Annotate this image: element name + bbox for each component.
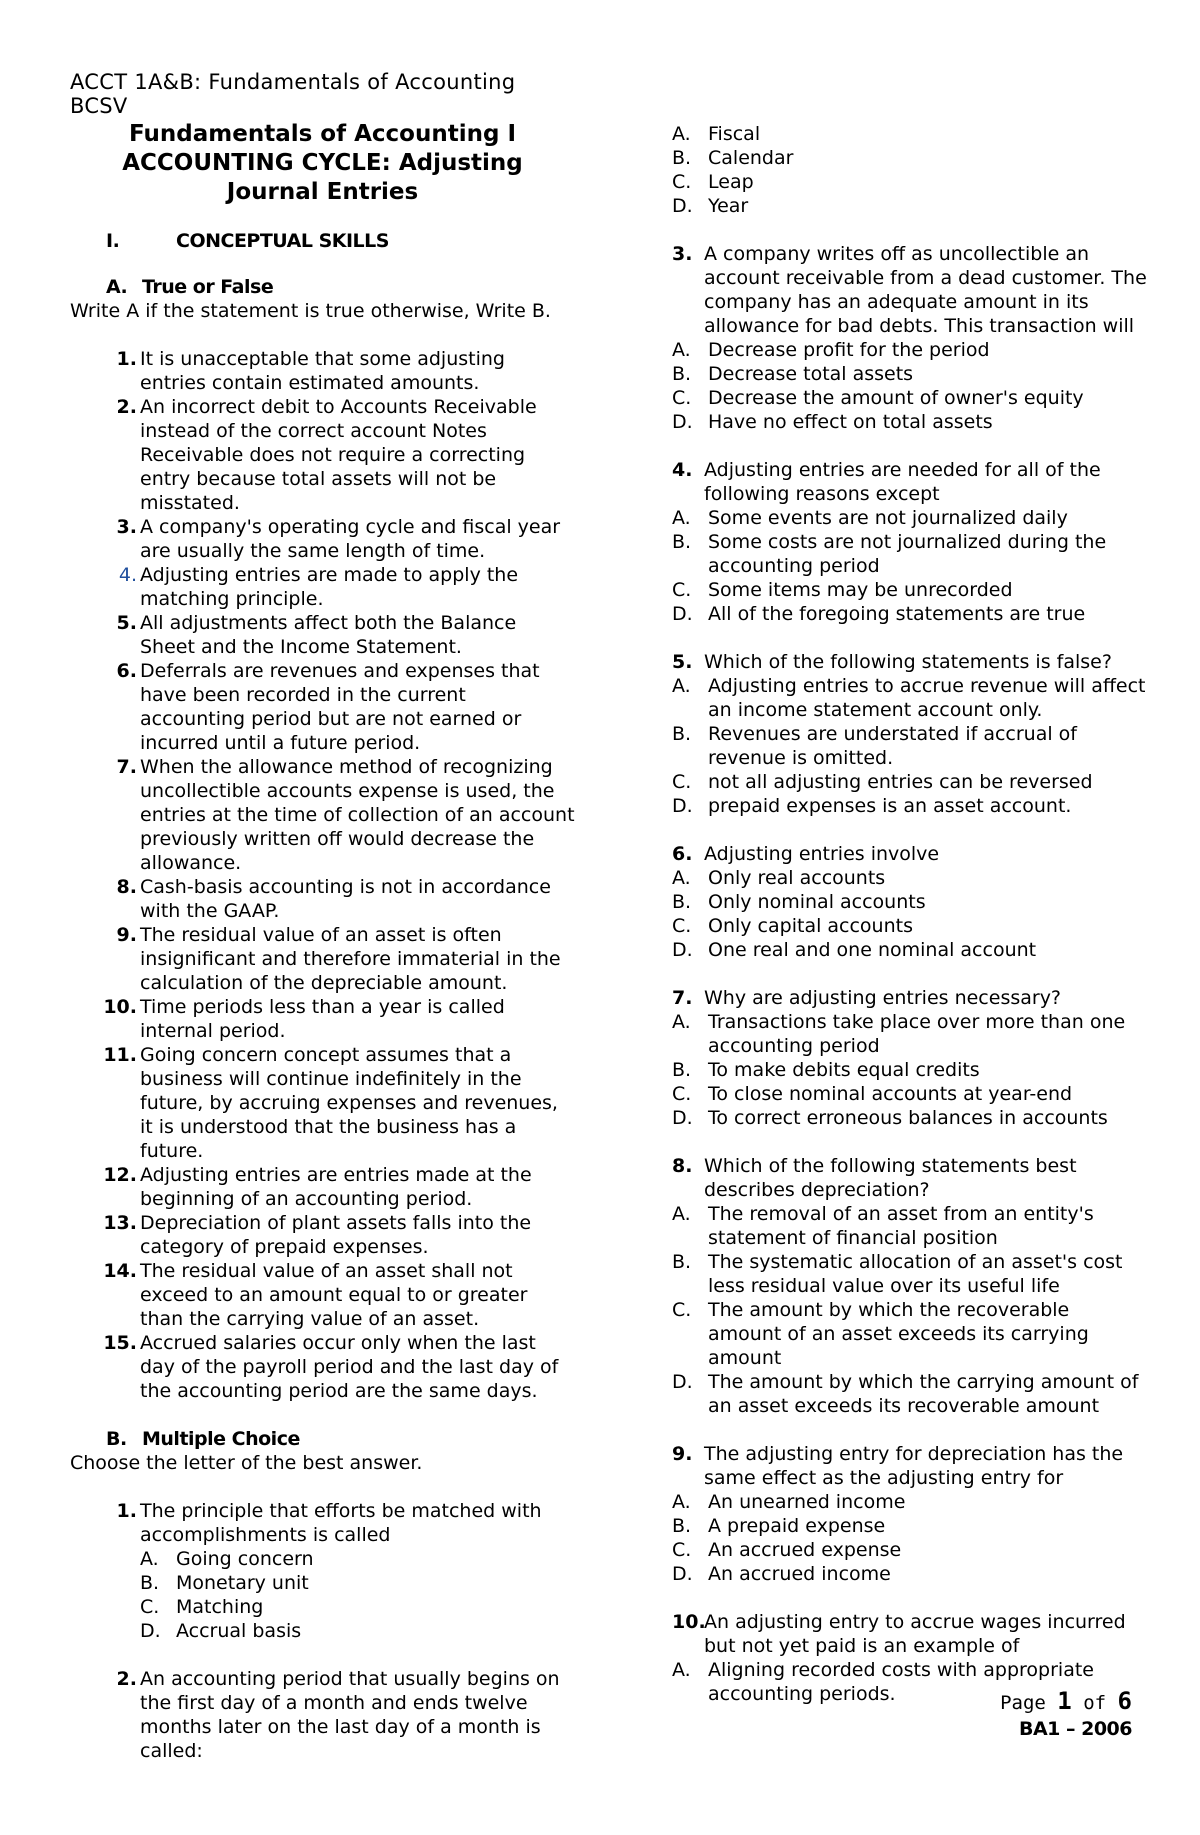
mc-option-text: Decrease total assets xyxy=(708,363,914,385)
mc-option-letter: A. xyxy=(672,867,691,889)
mc-option xyxy=(70,1571,575,1595)
page-number-line xyxy=(1000,1688,1132,1716)
mc-number: 5. xyxy=(672,651,693,673)
mc-stem xyxy=(672,650,1147,674)
tf-item xyxy=(70,1211,575,1259)
mc-number: 3. xyxy=(672,243,693,265)
mc-stem-text: The principle that efforts be matched with accomplishments is called xyxy=(140,1500,542,1546)
tf-item xyxy=(70,611,575,659)
tf-text: Depreciation of plant assets falls into the category of prepaid expenses. xyxy=(140,1212,532,1258)
mc-stem xyxy=(672,986,1147,1010)
mc-stem xyxy=(672,242,1147,338)
mc-option-letter: D. xyxy=(672,195,693,217)
mc-option-text: Decrease the amount of owner's equity xyxy=(708,387,1084,409)
of-word: of xyxy=(1083,1692,1107,1714)
section-label: CONCEPTUAL SKILLS xyxy=(176,230,389,252)
mc-option-text: Aligning recorded costs with appropriate accounting periods. xyxy=(708,1659,1094,1705)
mc-option-letter: D. xyxy=(672,411,693,433)
mc-option-letter: A. xyxy=(672,123,691,145)
tf-number: 11. xyxy=(103,1044,137,1066)
tf-number: 3. xyxy=(116,516,137,538)
mc-option-letter: C. xyxy=(672,915,692,937)
tf-text: All adjustments affect both the Balance Sheet and the Income Statement. xyxy=(140,612,517,658)
mc-option xyxy=(672,770,1147,794)
mc-option-text: Some costs are not journalized during the accounting period xyxy=(708,531,1107,577)
mc-option xyxy=(672,602,1147,626)
tf-number: 6. xyxy=(116,660,137,682)
mc-option xyxy=(672,1202,1147,1250)
tf-item xyxy=(70,755,575,875)
mc-option-text: One real and one nominal account xyxy=(708,939,1037,961)
mc-option-letter: A. xyxy=(672,1659,691,1681)
mc-number: 4. xyxy=(672,459,693,481)
mc-question xyxy=(672,842,1147,962)
tf-text: Time periods less than a year is called internal period. xyxy=(140,996,505,1042)
mc-question xyxy=(672,650,1147,818)
mc-option-letter: D. xyxy=(140,1620,161,1642)
tf-number: 9. xyxy=(116,924,137,946)
mc-stem-text: Which of the following statements is false? xyxy=(704,651,1112,673)
mc-option-text: Some events are not journalized daily xyxy=(708,507,1068,529)
mc-option-letter: B. xyxy=(672,363,692,385)
mc-option xyxy=(672,1298,1147,1370)
tf-item xyxy=(70,659,575,755)
title-line-1: Fundamentals of Accounting I xyxy=(128,121,517,147)
tf-item xyxy=(70,1331,575,1403)
mc-option-text: Only capital accounts xyxy=(708,915,913,937)
mc-option xyxy=(672,362,1147,386)
part-b-instruction: Choose the letter of the best answer. xyxy=(70,1452,423,1474)
part-b-letter: B. xyxy=(106,1428,127,1450)
mc-option xyxy=(672,1082,1147,1106)
mc-option xyxy=(672,890,1147,914)
tf-number: 8. xyxy=(116,876,137,898)
tf-item xyxy=(70,563,575,611)
mc-number: 8. xyxy=(672,1155,693,1177)
mc-option xyxy=(672,1514,1147,1538)
mc-option-letter: B. xyxy=(672,891,692,913)
mc-option-text: To make debits equal credits xyxy=(708,1059,980,1081)
mc-option-letter: C. xyxy=(672,579,692,601)
page-word: Page xyxy=(1000,1692,1046,1714)
mc-option-letter: B. xyxy=(672,531,692,553)
mc-question xyxy=(70,1667,575,1763)
school-header: BCSV xyxy=(70,94,128,118)
mc-option-letter: B. xyxy=(672,1515,692,1537)
mc-question xyxy=(672,1154,1147,1418)
mc-option-text: Decrease profit for the period xyxy=(708,339,990,361)
mc-option xyxy=(672,170,1147,194)
section-number: I. xyxy=(106,230,120,252)
tf-text: Adjusting entries are made to apply the matching principle. xyxy=(140,564,519,610)
mc-option-letter: A. xyxy=(672,1011,691,1033)
mc-option-text: The amount by which the carrying amount of an asset exceeds its recoverable amount xyxy=(708,1371,1139,1417)
mc-option-letter: D. xyxy=(672,939,693,961)
mc-stem-text: An accounting period that usually begins on the first day of a month and ends twelve months later on the last day of a month is called: xyxy=(140,1668,560,1762)
tf-number: 1. xyxy=(116,348,137,370)
mc-option-text: The removal of an asset from an entity's statement of financial position xyxy=(708,1203,1094,1249)
part-a-heading xyxy=(70,275,575,299)
mc-option-letter: D. xyxy=(672,1371,693,1393)
mc-option-text: Fiscal xyxy=(708,123,761,145)
mc-stem xyxy=(672,1610,1147,1658)
mc-option xyxy=(672,338,1147,362)
document-reference: BA1 – 2006 xyxy=(1018,1718,1132,1740)
mc-option-text: Matching xyxy=(176,1596,264,1618)
mc-question-continued xyxy=(672,122,1147,218)
mc-number: 7. xyxy=(672,987,693,1009)
tf-item xyxy=(70,923,575,995)
mc-question xyxy=(70,1499,575,1643)
tf-item xyxy=(70,515,575,563)
tf-item xyxy=(70,1259,575,1331)
tf-text: It is unacceptable that some adjusting entries contain estimated amounts. xyxy=(140,348,505,394)
mc-option xyxy=(672,866,1147,890)
mc-option xyxy=(672,122,1147,146)
right-column xyxy=(672,122,1147,1730)
right-question-list xyxy=(672,242,1147,1706)
true-false-list xyxy=(70,347,575,1403)
mc-option-letter: C. xyxy=(672,171,692,193)
mc-stem xyxy=(70,1499,575,1547)
mc-option-text: Some items may be unrecorded xyxy=(708,579,1013,601)
mc-option xyxy=(672,1538,1147,1562)
tf-item xyxy=(70,1163,575,1211)
mc-option xyxy=(672,410,1147,434)
tf-text: Going concern concept assumes that a business will continue indefinitely in the future, by accruing expenses and revenues, it is understood that the business has a future. xyxy=(140,1044,558,1162)
left-column xyxy=(70,70,575,1787)
tf-text: The residual value of an asset is often insignificant and therefore immaterial in the calculation of the depreciable amount. xyxy=(140,924,561,994)
mc-option-text: The systematic allocation of an asset's cost less residual value over its useful life xyxy=(708,1251,1123,1297)
title-line-3: Journal Entries xyxy=(226,179,419,205)
tf-number: 5. xyxy=(116,612,137,634)
title-line-2: ACCOUNTING CYCLE: Adjusting xyxy=(122,150,523,176)
tf-number: 7. xyxy=(116,756,137,778)
part-b-heading xyxy=(70,1427,575,1451)
mc-stem-text: The adjusting entry for depreciation has the same effect as the adjusting entry for xyxy=(704,1443,1124,1489)
mc-option-letter: C. xyxy=(140,1596,160,1618)
mc-option xyxy=(672,146,1147,170)
mc-option xyxy=(672,1010,1147,1058)
mc-option-letter: B. xyxy=(672,1059,692,1081)
tf-number: 4. xyxy=(118,564,137,586)
mc-option-letter: A. xyxy=(672,675,691,697)
mc-option-letter: B. xyxy=(672,147,692,169)
mc-option xyxy=(672,674,1147,722)
mc-number: 6. xyxy=(672,843,693,865)
mc-option-letter: D. xyxy=(672,795,693,817)
mc-option-text: Have no effect on total assets xyxy=(708,411,993,433)
mc-option-text: An unearned income xyxy=(708,1491,906,1513)
page-number: 1 xyxy=(1057,1687,1072,1715)
mc-option-letter: A. xyxy=(140,1548,159,1570)
mc-option xyxy=(672,722,1147,770)
mc-option xyxy=(672,578,1147,602)
mc-question xyxy=(672,242,1147,434)
mc-option xyxy=(672,794,1147,818)
mc-question xyxy=(672,1442,1147,1586)
mc-option-text: All of the foregoing statements are true xyxy=(708,603,1086,625)
tf-number: 2. xyxy=(116,396,137,418)
mc-option-text: Leap xyxy=(708,171,754,193)
mc-stem-text: An adjusting entry to accrue wages incurred but not yet paid is an example of xyxy=(704,1611,1126,1657)
tf-item xyxy=(70,1043,575,1163)
mc-option-letter: C. xyxy=(672,1299,692,1321)
mc-number: 10. xyxy=(672,1611,706,1633)
mc-stem xyxy=(672,1154,1147,1202)
mc-option-letter: C. xyxy=(672,1539,692,1561)
page-total: 6 xyxy=(1117,1687,1132,1715)
tf-text: When the allowance method of recognizing uncollectible accounts expense is used, the entries at the time of collection of an account previously written off would decrease the allowance. xyxy=(140,756,575,874)
mc-number: 2. xyxy=(116,1668,137,1690)
mc-question xyxy=(672,458,1147,626)
mc-option xyxy=(672,938,1147,962)
mc-option-letter: D. xyxy=(672,1107,693,1129)
mc-option-text: To close nominal accounts at year-end xyxy=(708,1083,1073,1105)
part-a-label: True or False xyxy=(142,276,274,298)
mc-stem xyxy=(672,458,1147,506)
part-a-instruction: Write A if the statement is true otherwise, Write B. xyxy=(70,300,551,322)
tf-number: 14. xyxy=(103,1260,137,1282)
mc-option xyxy=(70,1619,575,1643)
mc-option-letter: C. xyxy=(672,1083,692,1105)
mc-stem-text: A company writes off as uncollectible an account receivable from a dead customer. The company has an adequate amount in its allowance for bad debts. This transaction will xyxy=(704,243,1147,337)
mc-option-text: Calendar xyxy=(708,147,794,169)
mc-option-text: Adjusting entries to accrue revenue will affect an income statement account only. xyxy=(708,675,1146,721)
mc-option-letter: B. xyxy=(672,723,692,745)
tf-text: The residual value of an asset shall not exceed to an amount equal to or greater than the carrying value of an asset. xyxy=(140,1260,528,1330)
tf-number: 15. xyxy=(103,1332,137,1354)
mc-stem xyxy=(672,1442,1147,1490)
tf-item xyxy=(70,995,575,1043)
mc-option-text: Monetary unit xyxy=(176,1572,309,1594)
mc-option-letter: C. xyxy=(672,771,692,793)
mc-option-letter: A. xyxy=(672,1203,691,1225)
mc-option-letter: B. xyxy=(140,1572,160,1594)
tf-text: Cash-basis accounting is not in accordance with the GAAP. xyxy=(140,876,551,922)
mc-option xyxy=(672,1370,1147,1418)
mc-option-text: A prepaid expense xyxy=(708,1515,886,1537)
mc-number: 9. xyxy=(672,1443,693,1465)
document-title xyxy=(70,120,575,207)
mc-option xyxy=(672,506,1147,530)
mc-option-letter: A. xyxy=(672,507,691,529)
mc-option xyxy=(70,1547,575,1571)
tf-item xyxy=(70,875,575,923)
tf-number: 12. xyxy=(103,1164,137,1186)
mc-option-text: An accrued expense xyxy=(708,1539,902,1561)
mc-stem-text: Why are adjusting entries necessary? xyxy=(704,987,1062,1009)
mc-option xyxy=(672,530,1147,578)
mc-option-text: The amount by which the recoverable amount of an asset exceeds its carrying amount xyxy=(708,1299,1089,1369)
mc-option-letter: A. xyxy=(672,339,691,361)
part-b-label: Multiple Choice xyxy=(142,1428,300,1450)
mc-option xyxy=(70,1595,575,1619)
mc-option-letter: B. xyxy=(672,1251,692,1273)
mc-option-text: Transactions take place over more than one accounting period xyxy=(708,1011,1126,1057)
mc-question xyxy=(672,986,1147,1130)
mc-option-text: Year xyxy=(708,195,749,217)
mc-option-letter: A. xyxy=(672,1491,691,1513)
tf-text: Adjusting entries are entries made at the beginning of an accounting period. xyxy=(140,1164,532,1210)
mc-option-text: not all adjusting entries can be reversed xyxy=(708,771,1093,793)
mc-option xyxy=(672,1490,1147,1514)
mc-option-letter: D. xyxy=(672,1563,693,1585)
mc-option-text: An accrued income xyxy=(708,1563,891,1585)
mc-option-text: To correct erroneous balances in accounts xyxy=(708,1107,1108,1129)
tf-text: Deferrals are revenues and expenses that have been recorded in the current accounting period but are not earned or incurred until a future period. xyxy=(140,660,540,754)
mc-option-letter: C. xyxy=(672,387,692,409)
tf-text: A company's operating cycle and fiscal year are usually the same length of time. xyxy=(140,516,561,562)
mc-option xyxy=(672,1106,1147,1130)
mc-option-letter: D. xyxy=(672,603,693,625)
mc-option xyxy=(672,386,1147,410)
page-footer xyxy=(1000,1688,1132,1742)
mc-option xyxy=(672,1250,1147,1298)
part-a-letter: A. xyxy=(106,276,128,298)
mc-option-text: Accrual basis xyxy=(176,1620,302,1642)
mc-option-text: Going concern xyxy=(176,1548,314,1570)
course-header: ACCT 1A&B: Fundamentals of Accounting xyxy=(70,70,516,94)
mc-stem xyxy=(672,842,1147,866)
tf-item xyxy=(70,395,575,515)
mc-stem xyxy=(70,1667,575,1763)
mc-option xyxy=(672,1562,1147,1586)
mc-option xyxy=(672,194,1147,218)
tf-number: 13. xyxy=(103,1212,137,1234)
mc-option-text: prepaid expenses is an asset account. xyxy=(708,795,1072,817)
mc-stem-text: Which of the following statements best describes depreciation? xyxy=(704,1155,1077,1201)
mc-option-text: Only nominal accounts xyxy=(708,891,926,913)
mc-option xyxy=(672,914,1147,938)
section-heading xyxy=(70,229,575,253)
mc-number: 1. xyxy=(116,1500,137,1522)
tf-text: An incorrect debit to Accounts Receivable instead of the correct account Notes Receivable does not require a correcting entry because total assets will not be misstated. xyxy=(140,396,537,514)
mc-option xyxy=(672,1058,1147,1082)
tf-item xyxy=(70,347,575,395)
tf-number: 10. xyxy=(103,996,137,1018)
mc-stem-text: Adjusting entries are needed for all of the following reasons except xyxy=(704,459,1101,505)
mc-option-text: Only real accounts xyxy=(708,867,886,889)
tf-text: Accrued salaries occur only when the last day of the payroll period and the last day of the accounting period are the same days. xyxy=(140,1332,559,1402)
mc-stem-text: Adjusting entries involve xyxy=(704,843,940,865)
mc-option-text: Revenues are understated if accrual of revenue is omitted. xyxy=(708,723,1077,769)
